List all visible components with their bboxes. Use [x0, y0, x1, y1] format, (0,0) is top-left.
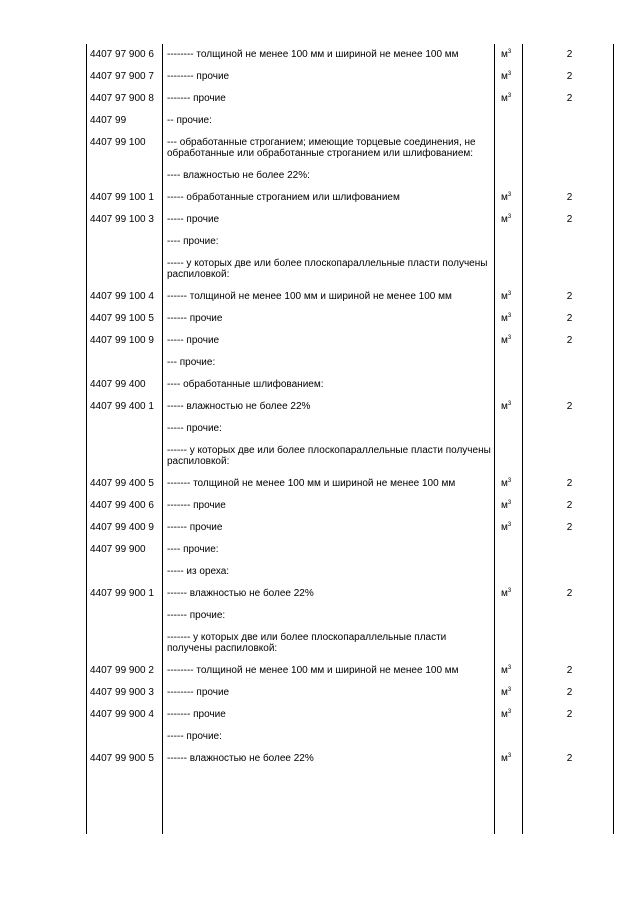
duty-rate: 2 — [566, 500, 573, 511]
duty-rate: 2 — [566, 522, 573, 533]
goods-description: ----- из ореха: — [167, 566, 230, 577]
unit-base: м — [501, 214, 508, 225]
duty-rate: 2 — [566, 291, 573, 302]
tnved-code: 4407 99 900 1 — [90, 588, 154, 599]
unit-of-measure — [495, 539, 523, 561]
unit-base: м — [501, 753, 508, 764]
table-row — [86, 605, 614, 627]
unit-power: 3 — [507, 709, 512, 715]
tnved-code: 4407 99 100 3 — [90, 214, 154, 225]
goods-description: ------ влажностью не более 22% — [167, 753, 314, 764]
table-row — [86, 539, 614, 561]
duty-rate — [523, 132, 614, 165]
tnved-code — [86, 627, 163, 660]
tnved-code: 4407 99 — [90, 115, 127, 126]
table-row — [86, 440, 614, 473]
duty-rate: 2 — [566, 192, 573, 203]
tnved-code — [86, 605, 163, 627]
duty-rate: 2 — [566, 214, 573, 225]
tnved-code — [86, 165, 163, 187]
unit-of-measure — [495, 165, 523, 187]
table-row — [86, 308, 614, 330]
table-row — [86, 583, 614, 605]
unit-of-measure — [495, 682, 523, 704]
duty-rate: 2 — [566, 71, 573, 82]
table-row — [86, 660, 614, 682]
table-row — [86, 396, 614, 418]
duty-rate — [523, 374, 614, 396]
table-row — [86, 110, 614, 132]
tnved-code: 4407 99 400 9 — [90, 522, 154, 533]
tnved-code: 4407 99 400 6 — [90, 500, 154, 511]
tnved-code — [86, 561, 163, 583]
unit-power: 3 — [507, 49, 512, 55]
unit-of-measure — [495, 330, 523, 352]
unit-base: м — [501, 401, 508, 412]
duty-rate — [523, 539, 614, 561]
goods-description: ----- у которых две или более плоскопараллельные пласти получены распиловкой: — [167, 258, 491, 280]
unit-power: 3 — [507, 522, 512, 528]
unit-of-measure — [495, 440, 523, 473]
unit-of-measure — [495, 209, 523, 231]
duty-rate: 2 — [566, 93, 573, 104]
tnved-code: 4407 99 100 — [90, 137, 146, 148]
unit-of-measure — [495, 583, 523, 605]
tnved-code: 4407 99 400 — [90, 379, 146, 390]
unit-power: 3 — [507, 192, 512, 198]
tnved-code — [86, 231, 163, 253]
duty-rate: 2 — [566, 588, 573, 599]
unit-of-measure — [495, 308, 523, 330]
duty-rate: 2 — [566, 478, 573, 489]
tnved-code: 4407 99 900 — [90, 544, 146, 555]
goods-description: ------- прочие — [167, 500, 226, 511]
tnved-code: 4407 99 900 2 — [90, 665, 154, 676]
unit-of-measure — [495, 253, 523, 286]
unit-of-measure — [495, 231, 523, 253]
unit-base: м — [501, 665, 508, 676]
duty-rate — [523, 561, 614, 583]
goods-description: ---- прочие: — [167, 236, 219, 247]
tnved-code — [86, 440, 163, 473]
table-row — [86, 253, 614, 286]
table-row — [86, 165, 614, 187]
table-row — [86, 748, 614, 770]
unit-power: 3 — [507, 588, 512, 594]
goods-description: ------- прочие — [167, 709, 226, 720]
duty-rate — [523, 110, 614, 132]
unit-of-measure — [495, 352, 523, 374]
unit-of-measure — [495, 495, 523, 517]
unit-of-measure — [495, 110, 523, 132]
unit-of-measure — [495, 660, 523, 682]
goods-description: ----- обработанные строганием или шлифованием — [167, 192, 400, 203]
duty-rate: 2 — [566, 665, 573, 676]
duty-rate: 2 — [566, 753, 573, 764]
duty-rate — [523, 726, 614, 748]
unit-power: 3 — [507, 291, 512, 297]
tnved-code: 4407 99 900 5 — [90, 753, 154, 764]
goods-description: -- прочие: — [167, 115, 212, 126]
table-row — [86, 88, 614, 110]
tnved-code: 4407 99 100 5 — [90, 313, 154, 324]
table-row — [86, 704, 614, 726]
tnved-code: 4407 97 900 7 — [90, 71, 154, 82]
unit-power: 3 — [507, 753, 512, 759]
unit-of-measure — [495, 627, 523, 660]
duty-rate — [523, 627, 614, 660]
duty-rate: 2 — [566, 687, 573, 698]
table-row — [86, 627, 614, 660]
goods-description: ------ прочие: — [167, 610, 226, 621]
unit-of-measure — [495, 517, 523, 539]
goods-description: ------ прочие — [167, 313, 223, 324]
unit-base: м — [501, 709, 508, 720]
duty-rate: 2 — [566, 401, 573, 412]
table-row — [86, 132, 614, 165]
tnved-code: 4407 99 400 5 — [90, 478, 154, 489]
goods-description: ---- обработанные шлифованием: — [167, 379, 324, 390]
unit-power: 3 — [507, 214, 512, 220]
unit-of-measure — [495, 418, 523, 440]
tnved-code: 4407 99 400 1 — [90, 401, 154, 412]
goods-description: -------- толщиной не менее 100 мм и шириной не менее 100 мм — [167, 49, 459, 60]
goods-description: ------ прочие — [167, 522, 223, 533]
tariff-table — [86, 44, 614, 834]
unit-of-measure — [495, 561, 523, 583]
goods-description: ------ толщиной не менее 100 мм и шириной не менее 100 мм — [167, 291, 452, 302]
table-row — [86, 330, 614, 352]
goods-description: -------- прочие — [167, 71, 230, 82]
unit-of-measure — [495, 473, 523, 495]
tnved-code — [86, 418, 163, 440]
tnved-code: 4407 99 100 1 — [90, 192, 154, 203]
unit-base: м — [501, 335, 508, 346]
tnved-code — [86, 352, 163, 374]
unit-base: м — [501, 291, 508, 302]
unit-base: м — [501, 522, 508, 533]
table-row — [86, 726, 614, 748]
tnved-code: 4407 99 900 4 — [90, 709, 154, 720]
unit-base: м — [501, 687, 508, 698]
goods-description: --- прочие: — [167, 357, 216, 368]
unit-of-measure — [495, 187, 523, 209]
duty-rate — [523, 231, 614, 253]
unit-power: 3 — [507, 478, 512, 484]
unit-power: 3 — [507, 401, 512, 407]
goods-description: ---- влажностью не более 22%: — [167, 170, 310, 181]
goods-description: ------ у которых две или более плоскопараллельные пласти получены распиловкой: — [167, 445, 494, 467]
unit-base: м — [501, 93, 508, 104]
table-row — [86, 473, 614, 495]
unit-base: м — [501, 500, 508, 511]
goods-description: ----- прочие: — [167, 423, 222, 434]
unit-of-measure — [495, 726, 523, 748]
unit-of-measure — [495, 132, 523, 165]
unit-power: 3 — [507, 93, 512, 99]
tnved-code: 4407 99 100 9 — [90, 335, 154, 346]
duty-rate — [523, 418, 614, 440]
unit-power: 3 — [507, 313, 512, 319]
unit-of-measure — [495, 396, 523, 418]
tnved-code — [86, 253, 163, 286]
duty-rate: 2 — [566, 49, 573, 60]
goods-description: ------- у которых две или более плоскопараллельные пласти получены распиловкой: — [167, 632, 450, 654]
unit-base: м — [501, 71, 508, 82]
duty-rate — [523, 440, 614, 473]
table-body — [86, 44, 614, 770]
goods-description: ----- влажностью не более 22% — [167, 401, 311, 412]
duty-rate: 2 — [566, 313, 573, 324]
unit-power: 3 — [507, 665, 512, 671]
goods-description: ------- прочие — [167, 93, 226, 104]
goods-description: ----- прочие — [167, 214, 220, 225]
unit-of-measure — [495, 286, 523, 308]
duty-rate: 2 — [566, 709, 573, 720]
table-row — [86, 231, 614, 253]
unit-of-measure — [495, 88, 523, 110]
unit-power: 3 — [507, 71, 512, 77]
duty-rate: 2 — [566, 335, 573, 346]
goods-description: -------- толщиной не менее 100 мм и шириной не менее 100 мм — [167, 665, 459, 676]
goods-description: ---- прочие: — [167, 544, 219, 555]
table-row — [86, 44, 614, 66]
unit-power: 3 — [507, 687, 512, 693]
tnved-code: 4407 99 100 4 — [90, 291, 154, 302]
goods-description: ----- прочие: — [167, 731, 222, 742]
table-row — [86, 286, 614, 308]
tnved-code: 4407 97 900 6 — [90, 49, 154, 60]
goods-description: ------- толщиной не менее 100 мм и шириной не менее 100 мм — [167, 478, 456, 489]
tnved-code — [86, 726, 163, 748]
table-row — [86, 352, 614, 374]
tnved-code: 4407 97 900 8 — [90, 93, 154, 104]
unit-base: м — [501, 313, 508, 324]
goods-description: ------ влажностью не более 22% — [167, 588, 314, 599]
duty-rate — [523, 165, 614, 187]
table-row — [86, 561, 614, 583]
unit-of-measure — [495, 44, 523, 66]
unit-of-measure — [495, 66, 523, 88]
duty-rate — [523, 605, 614, 627]
duty-rate — [523, 253, 614, 286]
unit-base: м — [501, 192, 508, 203]
table-row — [86, 495, 614, 517]
unit-base: м — [501, 49, 508, 60]
goods-description: -------- прочие — [167, 687, 230, 698]
tnved-code: 4407 99 900 3 — [90, 687, 154, 698]
unit-base: м — [501, 478, 508, 489]
unit-power: 3 — [507, 500, 512, 506]
unit-power: 3 — [507, 335, 512, 341]
unit-of-measure — [495, 704, 523, 726]
unit-of-measure — [495, 374, 523, 396]
table-row — [86, 517, 614, 539]
unit-base: м — [501, 588, 508, 599]
goods-description: --- обработанные строганием; имеющие торцевые соединения, не обработанные или обработанные строганием или шлифованием: — [167, 137, 479, 159]
unit-of-measure — [495, 748, 523, 770]
table-row — [86, 209, 614, 231]
unit-of-measure — [495, 605, 523, 627]
table-row — [86, 418, 614, 440]
table-row — [86, 187, 614, 209]
duty-rate — [523, 352, 614, 374]
table-row — [86, 682, 614, 704]
table-row — [86, 374, 614, 396]
table-row — [86, 66, 614, 88]
goods-description: ----- прочие — [167, 335, 220, 346]
